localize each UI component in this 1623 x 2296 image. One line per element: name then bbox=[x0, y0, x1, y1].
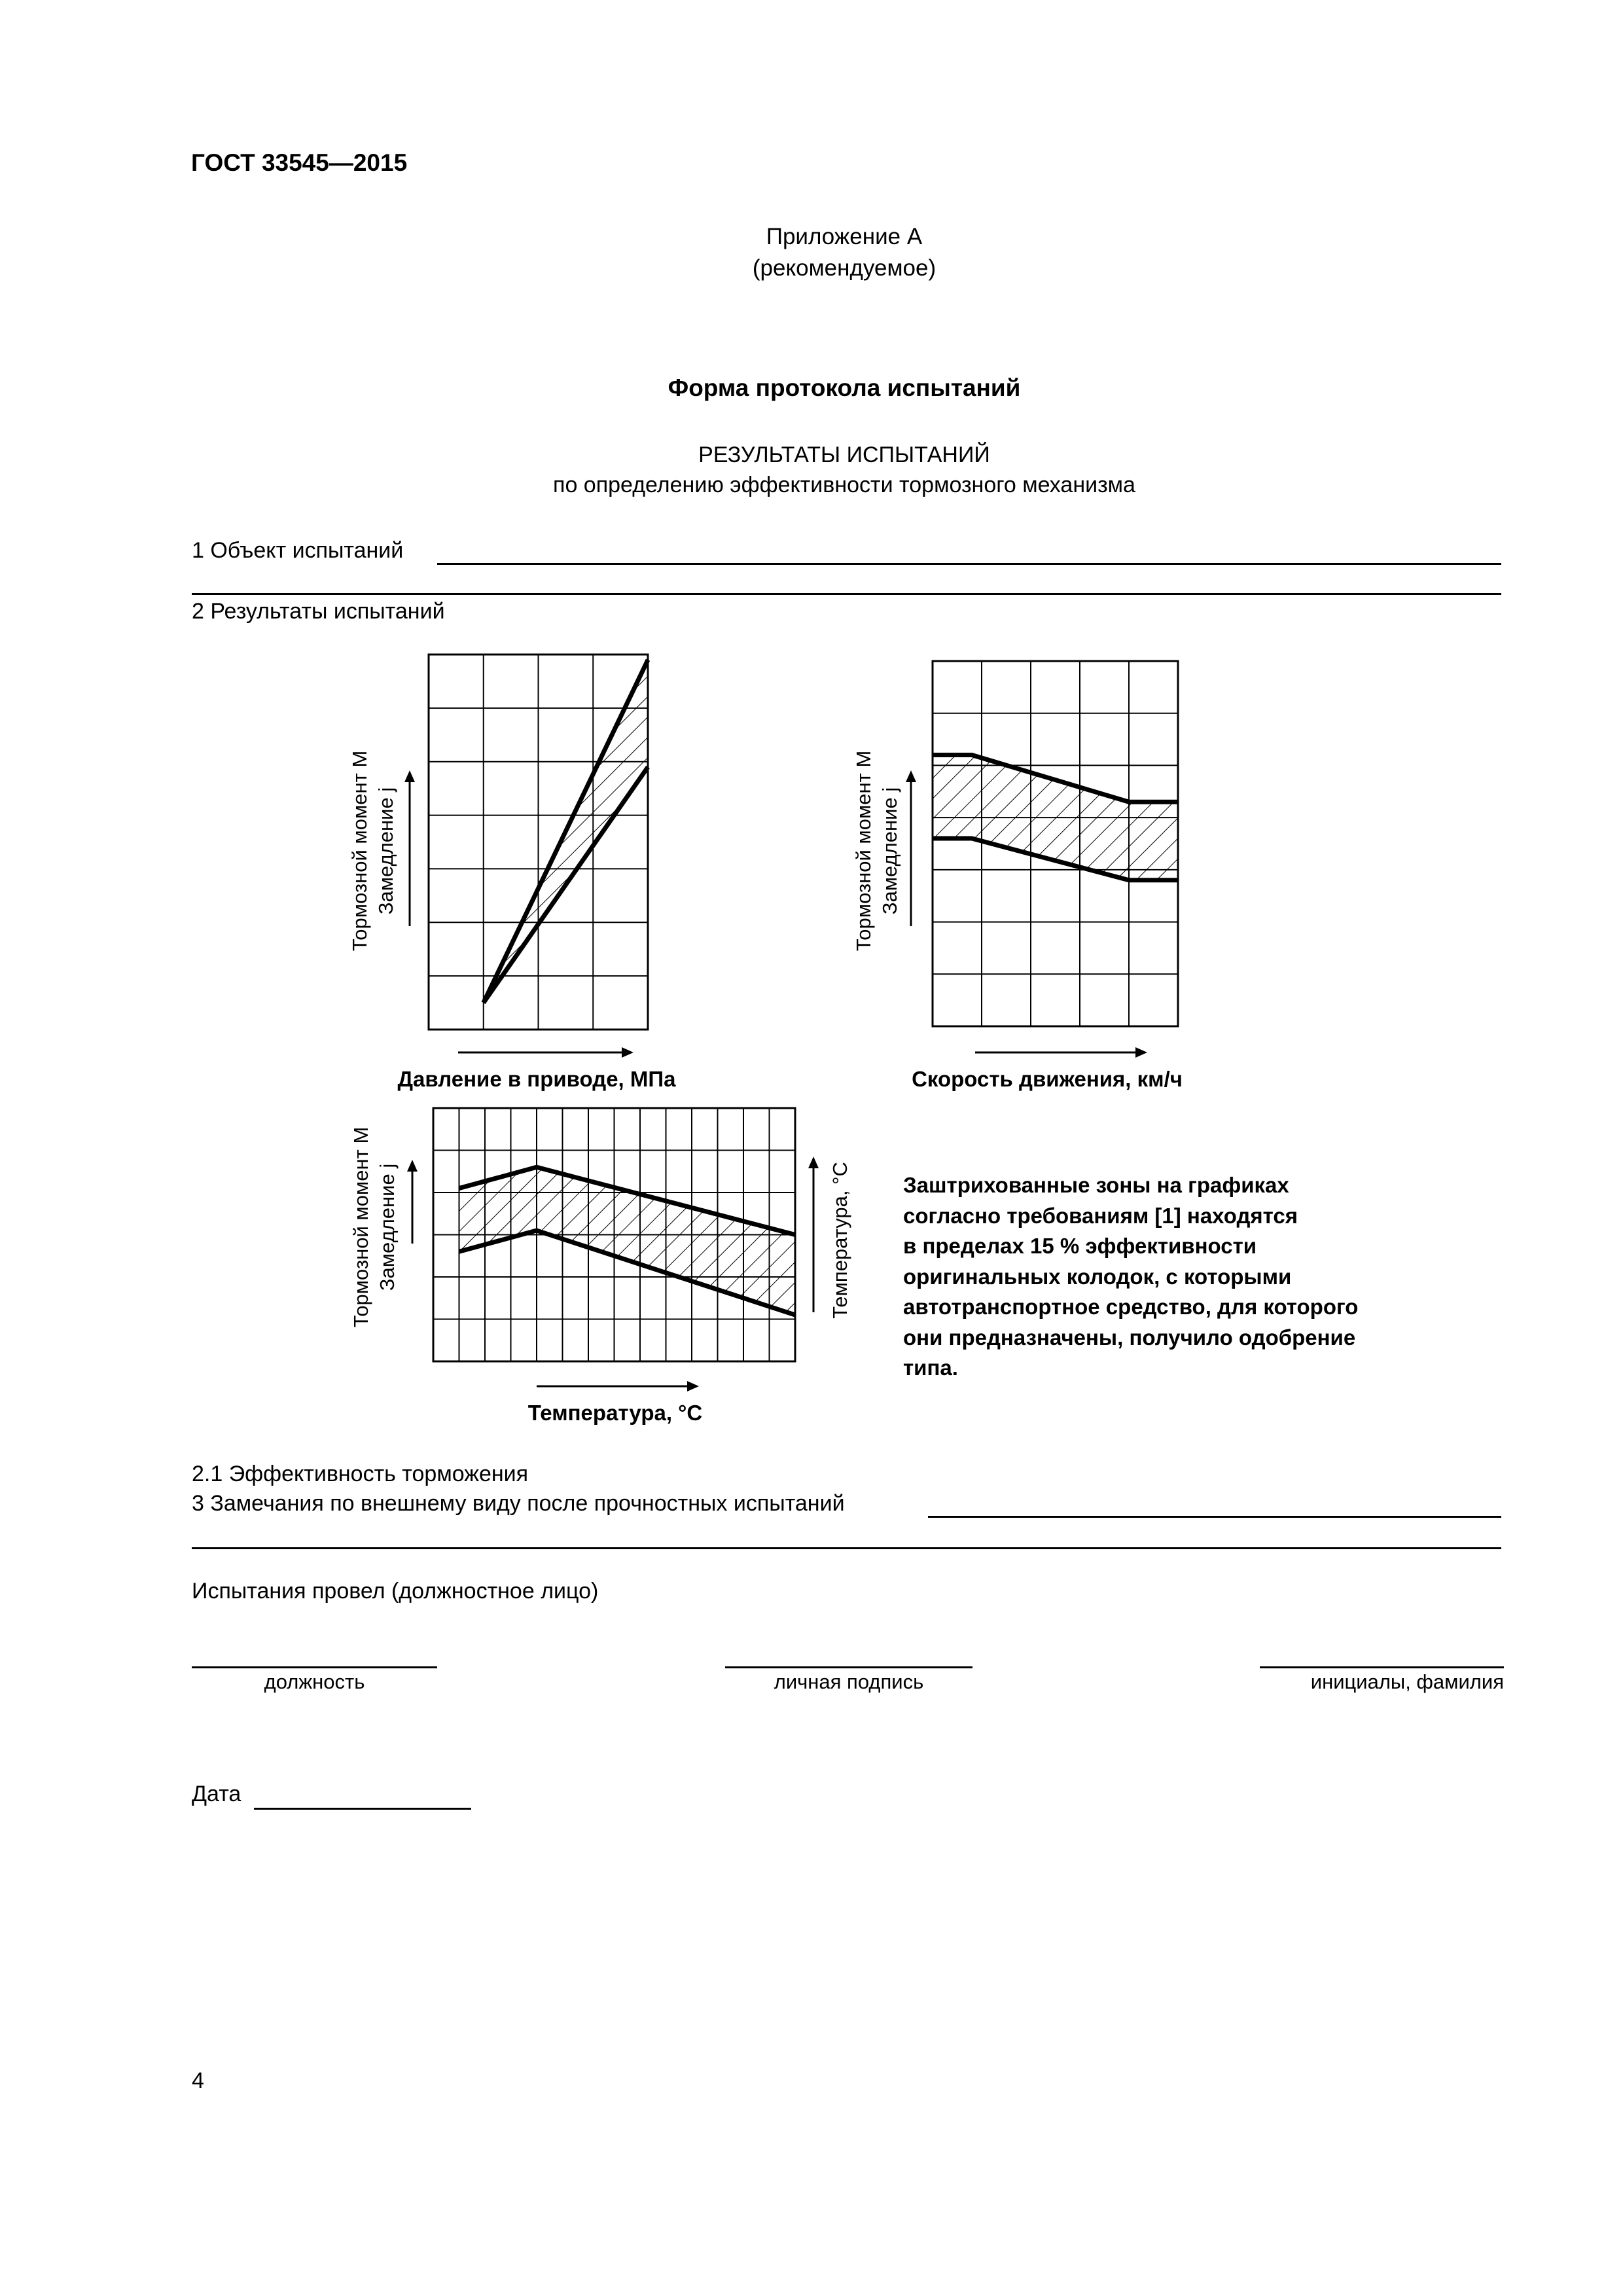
y-label-decel: Замедление j bbox=[374, 787, 397, 915]
item-1-label: 1 Объект испытаний bbox=[192, 538, 404, 563]
note-line: оригинальных колодок, с которыми bbox=[903, 1264, 1292, 1289]
note-line: они предназначены, получило одобрение bbox=[903, 1325, 1356, 1350]
note-line: в пределах 15 % эффективности bbox=[903, 1234, 1257, 1258]
temperature-chart bbox=[340, 1100, 864, 1427]
document-code: ГОСТ 33545—2015 bbox=[191, 149, 408, 176]
date-line[interactable] bbox=[254, 1808, 471, 1810]
tester-intro: Испытания провел (должностное лицо) bbox=[192, 1579, 599, 1604]
y-label-moment: Тормозной момент M bbox=[852, 750, 875, 952]
item-3-extra-line[interactable] bbox=[192, 1547, 1501, 1549]
pressure-chart bbox=[340, 645, 681, 1103]
y2-label-temperature: Температура, °C bbox=[829, 1162, 851, 1319]
page-number: 4 bbox=[192, 2068, 204, 2093]
x-label: Скорость движения, км/ч bbox=[912, 1067, 1183, 1091]
item-1-extra-line[interactable] bbox=[192, 593, 1501, 595]
item-2-label: 2 Результаты испытаний bbox=[192, 599, 445, 624]
x-axis-arrowhead bbox=[687, 1381, 699, 1391]
note-line: типа. bbox=[903, 1355, 958, 1380]
annex-subtitle: (рекомендуемое) bbox=[752, 255, 936, 281]
results-title: РЕЗУЛЬТАТЫ ИСПЫТАНИЙ bbox=[698, 442, 990, 467]
series-line-upper bbox=[484, 660, 648, 1003]
item-2-1-label: 2.1 Эффективность торможения bbox=[192, 1462, 529, 1486]
y-label-decel: Замедление j bbox=[376, 1163, 399, 1291]
note-line: Заштрихованные зоны на графиках bbox=[903, 1173, 1289, 1197]
x-axis-arrowhead bbox=[622, 1047, 633, 1058]
note-line: согласно требованиям [1] находятся bbox=[903, 1203, 1298, 1228]
position-caption: должность bbox=[264, 1670, 365, 1693]
x-label: Давление в приводе, МПа bbox=[397, 1067, 676, 1091]
chart-grid bbox=[429, 655, 648, 1030]
item-3-label: 3 Замечания по внешнему виду после прочностных испытаний bbox=[192, 1491, 845, 1516]
series-line-lower bbox=[484, 767, 648, 1003]
date-label: Дата bbox=[192, 1782, 241, 1806]
signature-line[interactable] bbox=[725, 1666, 972, 1668]
x-label: Температура, °C bbox=[527, 1401, 703, 1425]
y-label-decel: Замедление j bbox=[878, 787, 901, 915]
item-1-field-line[interactable] bbox=[437, 563, 1501, 565]
position-line[interactable] bbox=[192, 1666, 437, 1668]
signature-caption: личная подпись bbox=[774, 1670, 924, 1693]
y-label-moment: Тормозной момент M bbox=[349, 1126, 372, 1328]
annex-title: Приложение А bbox=[766, 224, 923, 249]
y-axis-arrowhead bbox=[906, 770, 916, 782]
results-subtitle: по определению эффективности тормозного механизма bbox=[553, 473, 1135, 497]
form-title: Форма протокола испытаний bbox=[668, 374, 1021, 401]
speed-chart bbox=[844, 645, 1224, 1103]
name-line[interactable] bbox=[1260, 1666, 1504, 1668]
y2-axis-arrowhead bbox=[808, 1157, 819, 1168]
item-3-field-line[interactable] bbox=[928, 1516, 1501, 1518]
note-line: автотранспортное средство, для которого bbox=[903, 1295, 1359, 1319]
x-axis-arrowhead bbox=[1135, 1047, 1147, 1058]
name-caption: инициалы, фамилия bbox=[1310, 1670, 1504, 1693]
y-label-moment: Тормозной момент M bbox=[348, 750, 371, 952]
hatched-zones-note bbox=[903, 1170, 1427, 1384]
y-axis-arrowhead bbox=[407, 1160, 418, 1172]
y-axis-arrowhead bbox=[404, 770, 415, 782]
